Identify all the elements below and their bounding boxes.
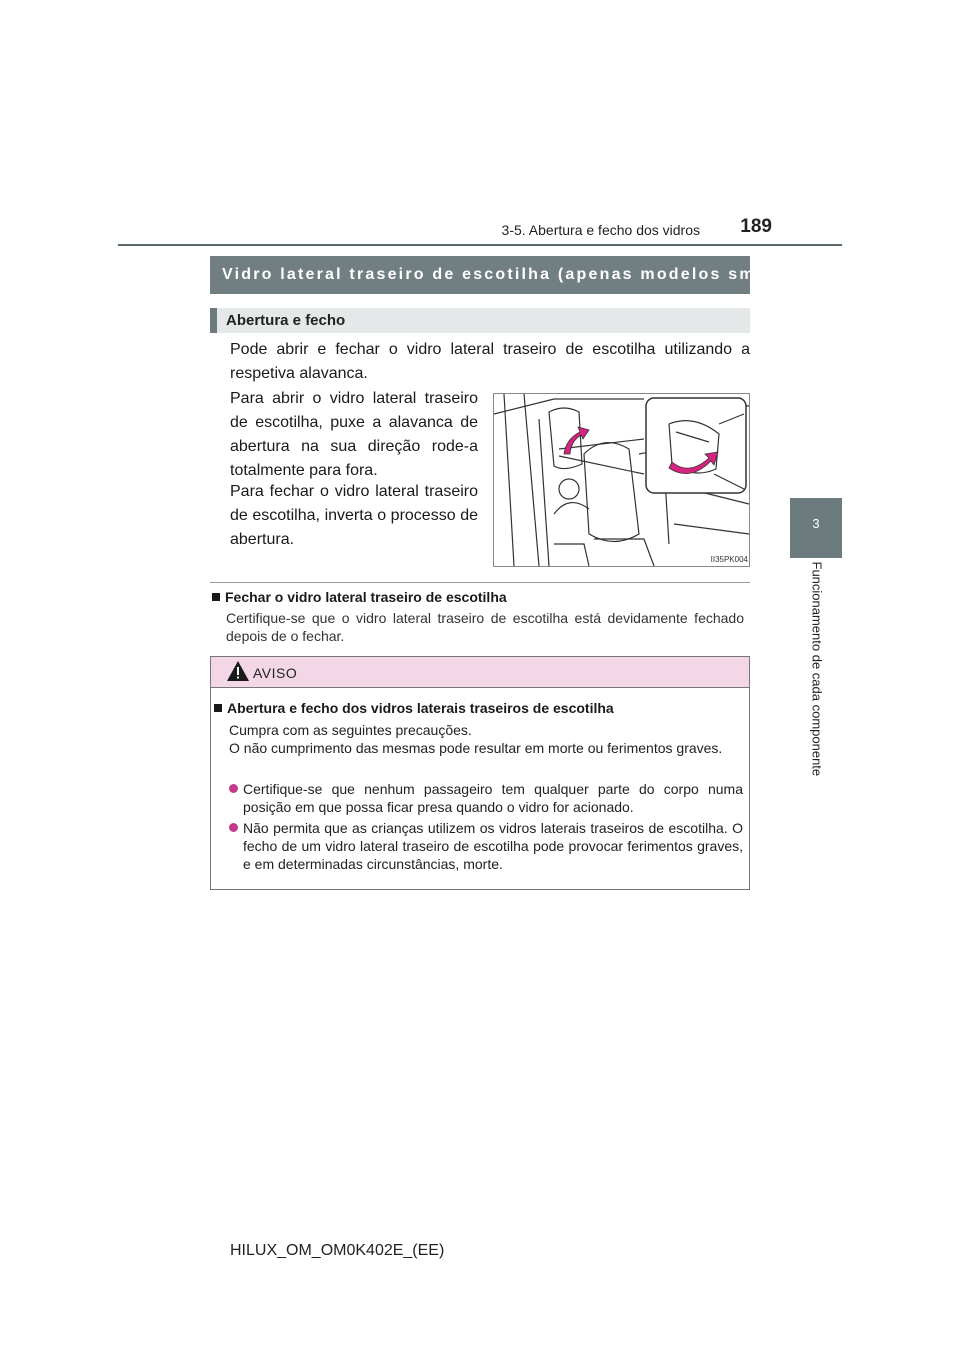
- intro-paragraph: Pode abrir e fechar o vidro lateral traseiro de escotilha utilizando a respetiva alavanca.: [230, 341, 750, 382]
- square-bullet-icon: [212, 593, 220, 601]
- warning-bullet: Não permita que as crianças utilizem os vidros laterais traseiros de escotilha. O fecho de um vidro lateral traseiro de escotilha pode provocar ferimentos graves, e em determinadas circunstâncias, morte.: [229, 819, 743, 873]
- chapter-side-label: [806, 561, 828, 815]
- rear-window-lever-illustration: [494, 394, 749, 566]
- warning-text: [229, 721, 739, 757]
- cabin-illustration: [493, 393, 750, 567]
- warning-title: Abertura e fecho dos vidros laterais traseiros de escotilha: [214, 700, 744, 716]
- warning-text-line: O não cumprimento das mesmas pode resultar em morte ou ferimentos graves.: [229, 740, 723, 756]
- header-divider: [118, 244, 842, 246]
- chapter-title: Funcionamento de cada componente: [809, 561, 825, 777]
- note-text: Certifique-se que o vidro lateral traseiro de escotilha está devidamente fechado depois de o fechar.: [226, 610, 744, 644]
- bullet-dot-icon: [229, 823, 238, 832]
- open-instruction: Para abrir o vidro lateral traseiro de escotilha, puxe a alavanca de abertura na sua direção rode-a totalmente para fora.: [230, 390, 478, 479]
- figure-code: II35PK004: [710, 555, 748, 564]
- chapter-tab[interactable]: 3: [790, 498, 842, 558]
- section-title: Vidro lateral traseiro de escotilha (apenas modelos smart-cab): [210, 256, 750, 294]
- note-title: Fechar o vidro lateral traseiro de escotilha: [212, 589, 752, 605]
- subsection-title: Abertura e fecho: [210, 308, 750, 333]
- warning-bullet: Certifique-se que nenhum passageiro tem qualquer parte do corpo numa posição em que possa ficar presa quando o vidro for acionado.: [229, 780, 743, 816]
- close-instruction: Para fechar o vidro lateral traseiro de escotilha, inverta o processo de abertura.: [230, 483, 478, 548]
- document-code-footer: HILUX_OM_OM0K402E_(EE): [230, 1242, 445, 1259]
- header-section-title: 3-5. Abertura e fecho dos vidros: [501, 222, 700, 238]
- warning-text-line: Cumpra com as seguintes precauções.: [229, 722, 472, 738]
- square-bullet-icon: [214, 704, 222, 712]
- note-divider: [210, 582, 750, 583]
- warning-label: AVISO: [253, 665, 298, 681]
- page-number: 189: [740, 216, 772, 237]
- bullet-dot-icon: [229, 784, 238, 793]
- warning-triangle-icon: [226, 660, 250, 682]
